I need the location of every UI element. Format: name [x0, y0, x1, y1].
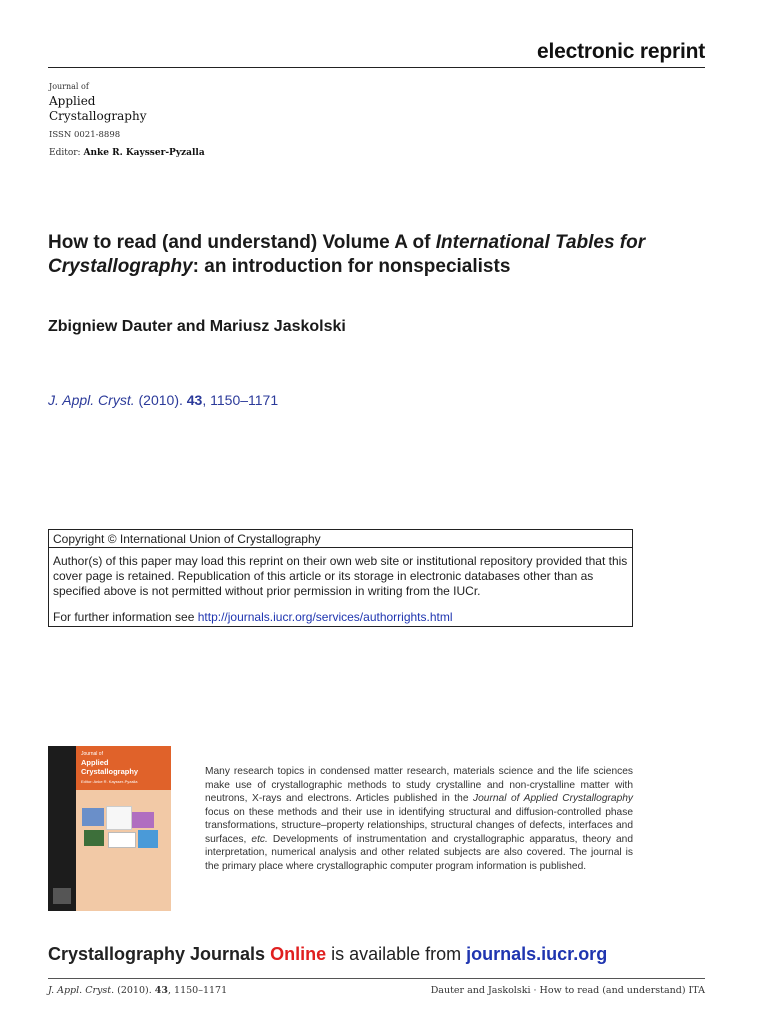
- footer-year: (2010).: [114, 985, 155, 996]
- cover-figure-2: [106, 806, 132, 830]
- header-rule: [48, 67, 705, 68]
- cover-figure-4: [84, 830, 104, 846]
- promo-online: Online: [270, 944, 327, 964]
- cover-figure-3: [132, 812, 154, 828]
- journal-of-label: Journal of: [49, 82, 89, 91]
- cover-iucr-logo: [53, 888, 71, 904]
- more-info-label: For further information see: [53, 610, 198, 624]
- copyright-heading: Copyright © International Union of Crystallography: [49, 530, 632, 548]
- footer-citation: [48, 985, 227, 996]
- cover-name-line2: Crystallography: [81, 767, 139, 776]
- journal-issn: ISSN 0021-8898: [49, 130, 121, 140]
- cover-figure-1: [82, 808, 104, 826]
- article-title: [48, 231, 688, 279]
- title-part2: : an introduction for nonspecialists: [192, 256, 511, 277]
- copyright-more-info: [53, 610, 453, 624]
- copyright-body: Author(s) of this paper may load this reprint on their own web site or institutional repository provided that this cover page is retained. Republication of this article or its storage in electronic databases other than as specified above is not permitted without prior permission in writing from the IUCr.: [53, 554, 628, 598]
- editor-name: Anke R. Kaysser-Pyzalla: [83, 148, 205, 158]
- promo-line: [48, 944, 607, 965]
- footer-rule: [48, 978, 705, 979]
- article-citation[interactable]: [48, 392, 278, 408]
- journal-description: [205, 765, 633, 873]
- footer-volume: 43: [154, 985, 168, 996]
- cover-spine: [48, 746, 76, 911]
- editor-label: Editor:: [49, 148, 81, 158]
- title-part1: How to read (and understand) Volume A of: [48, 232, 436, 253]
- promo-part2: is available from: [326, 944, 467, 964]
- desc-part1: Many research topics in condensed matter research, materials science and the life sciences make use of crystallographic methods to study crystalline and non-crystalline matter with neutrons, X-rays and electrons. Articles published in the: [205, 766, 633, 804]
- cover-figure-6: [138, 830, 158, 848]
- journal-cover-image: [48, 746, 171, 911]
- citation-volume: 43: [186, 392, 203, 408]
- promo-part1: Crystallography Journals: [48, 944, 271, 964]
- citation-journal: J. Appl. Cryst.: [48, 392, 135, 408]
- cover-name-line1: Applied: [81, 758, 109, 767]
- footer-journal: J. Appl. Cryst.: [48, 985, 115, 996]
- footer-running-title: Dauter and Jaskolski · How to read (and understand) ITA: [430, 985, 705, 996]
- promo-url-link[interactable]: journals.iucr.org: [466, 944, 608, 964]
- citation-year: (2010).: [134, 392, 187, 408]
- cover-editor: Editor: Anke R. Kaysser-Pyzalla: [81, 779, 138, 784]
- desc-italic2: etc.: [251, 833, 268, 845]
- journal-name-line2: Crystallography: [49, 109, 147, 123]
- desc-italic1: Journal of Applied Crystallography: [473, 793, 633, 804]
- footer-pages: , 1150–1171: [168, 985, 228, 996]
- title-italic: International Tables for Crystallography: [48, 232, 646, 277]
- cover-journal-name: [81, 758, 138, 776]
- desc-part3: Developments of instrumentation and crystallographic apparatus, theory and interpretation, numerical analysis and other related subjects are also covered. The journal is the primary place where crystallographic computer program information is published.: [205, 833, 633, 872]
- desc-part2: focus on these methods and their use in identifying structural and diffusion-controlled phase transformations, structure–property relationships, structural changes of defects, interfaces and surfaces,: [205, 806, 633, 845]
- article-authors: Zbigniew Dauter and Mariusz Jaskolski: [48, 318, 346, 335]
- citation-pages: , 1150–1171: [202, 392, 279, 408]
- journal-editor: [49, 148, 205, 158]
- cover-journal-of: Journal of: [81, 751, 103, 757]
- author-rights-link[interactable]: http://journals.iucr.org/services/authorrights.html: [197, 610, 453, 624]
- journal-name: [49, 94, 147, 124]
- electronic-reprint-label: electronic reprint: [537, 40, 705, 63]
- copyright-box: [48, 529, 633, 627]
- journal-name-line1: Applied: [49, 94, 96, 108]
- cover-figure-5: [108, 832, 136, 848]
